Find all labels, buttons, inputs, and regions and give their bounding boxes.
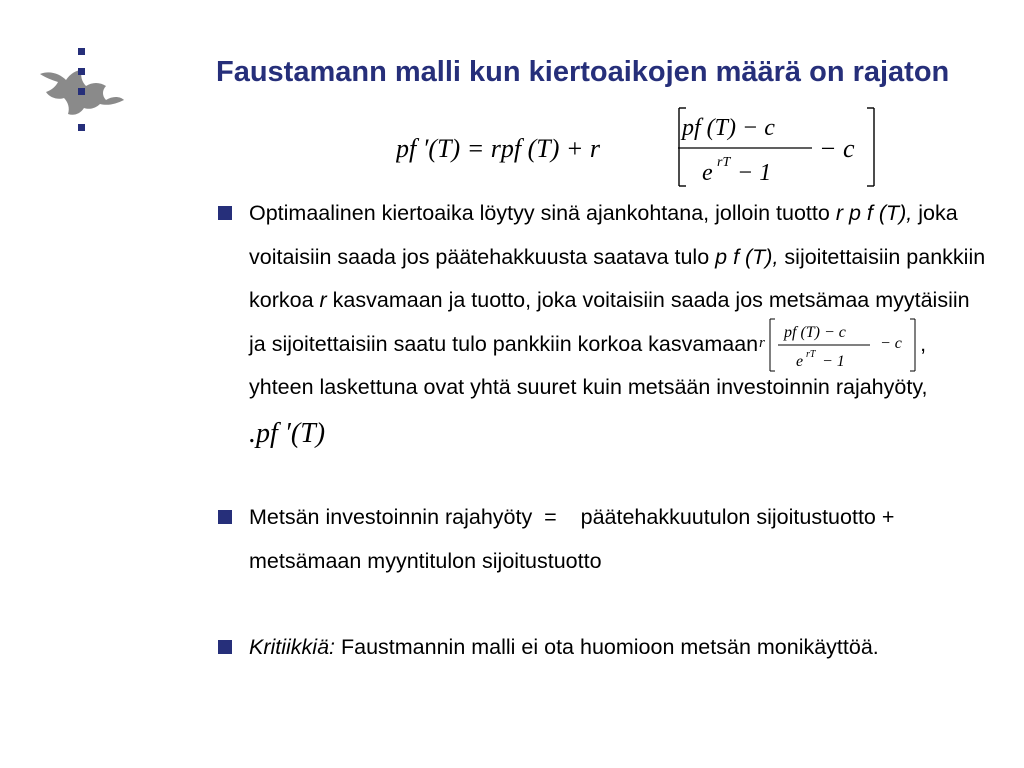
formula-tail: − c — [819, 134, 855, 163]
bullet-italic-text: r p f (T), — [835, 201, 913, 225]
bullet-text: , yhteen laskettuna ovat yhtä suuret kuin metsään investoinnin rajahyöty, — [249, 331, 928, 399]
formula-numerator: pf (T) − c — [682, 115, 775, 141]
formula-lhs: pf ′(T) = rpf (T) + r — [396, 134, 601, 163]
bullet-italic-text: p f (T), — [715, 244, 779, 269]
bullet-marginal-benefit — [216, 496, 986, 583]
bullet-text: sijoitettaisiin pankkiin korkoa — [249, 244, 986, 312]
slide-title: Faustamann malli kun kiertoaikojen määrä on rajaton — [216, 56, 950, 88]
bullet-optimal-rotation — [216, 192, 986, 453]
bullet-italic-text: r — [319, 288, 327, 312]
university-flame-logo — [36, 46, 126, 136]
pf-prime-text: .pf ′(T) — [249, 417, 326, 449]
formula-denominator-rest: − 1 — [737, 160, 772, 186]
bullet-square-icon — [218, 206, 232, 220]
bullet-square-icon — [218, 640, 232, 654]
bullet-text: Faustmannin malli ei ota huomioon metsän monikäyttöä. — [335, 635, 879, 659]
formula-denominator-exp: rT — [717, 155, 731, 170]
inline-formula — [758, 315, 920, 375]
bullet-square-icon — [218, 510, 232, 524]
faustmann-formula — [396, 104, 880, 190]
inline-formula-denominator-rest: − 1 — [822, 352, 845, 370]
bullet-list — [216, 192, 986, 670]
bullet-text: kasvamaan ja tuotto, joka voitaisiin saada jos metsämaa myytäisiin ja sijoitettaisiin saatu tulo pankkiin korkoa kasvamaan — [249, 288, 970, 356]
inline-formula-numerator: pf (T) − c — [784, 323, 847, 341]
formula-denominator-base: e — [702, 160, 713, 186]
bullet-criticism — [216, 626, 986, 670]
inline-formula-tail: − c — [880, 334, 903, 352]
inline-formula-denominator-base: e — [796, 352, 804, 370]
pf-prime-formula — [249, 412, 361, 452]
bullet-text: Optimaalinen kiertoaika löytyy sinä ajankohtana, jolloin tuotto — [249, 201, 836, 225]
inline-formula-denominator-exp: rT — [806, 348, 816, 360]
bullet-text: joka voitaisiin saada jos päätehakkuusta saatava tulo — [249, 201, 958, 269]
bullet-text: Metsän investoinnin rajahyöty = päätehakkuutulon sijoitustuotto + metsämaan myyntitulon sijoitustuotto — [249, 505, 901, 573]
bullet-italic-text: Kritiikkiä: — [249, 635, 336, 659]
inline-formula-r: r — [759, 334, 765, 351]
